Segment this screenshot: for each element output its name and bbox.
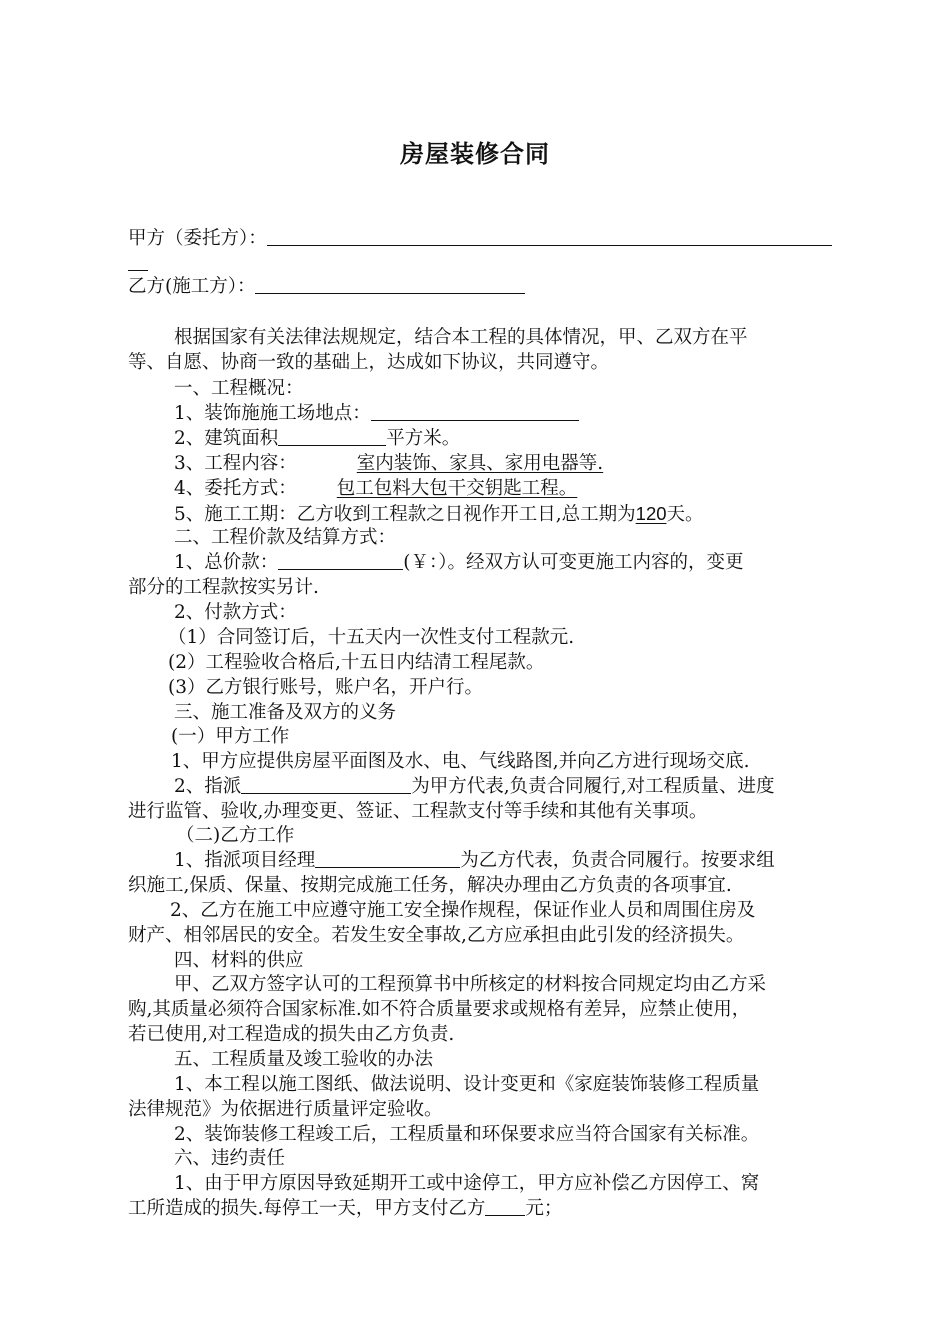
party-a-duty-2: 2、指派 为甲方代表,负责合同履行,对工程质量、进度: [174, 776, 775, 797]
party-a-line: 甲方（委托方）：: [128, 226, 828, 251]
section-5-title: 五、工程质量及竣工验收的办法: [174, 1049, 434, 1070]
section-6-title: 六、违约责任: [174, 1148, 286, 1169]
commission-method-value: 包工包料大包干交钥匙工程。: [336, 478, 578, 499]
building-area-blank[interactable]: [278, 427, 386, 446]
party-b-duty-1: 1、指派项目经理 为乙方代表，负责合同履行。按要求组: [174, 850, 775, 871]
project-manager-blank[interactable]: [315, 849, 460, 868]
quality-item-2: 2、装饰装修工程竣工后，工程质量和环保要求应当符合国家有关标准。: [174, 1124, 760, 1145]
party-b-duty-2: 2、乙方在施工中应遵守施工安全操作规程，保证作业人员和周围住房及: [170, 900, 756, 921]
party-a-duty-1: 1、甲方应提供房屋平面图及水、电、气线路图,并向乙方进行现场交底.: [171, 751, 750, 772]
document-title: 房屋装修合同: [400, 140, 550, 168]
party-a-duties-title: (一）甲方工作: [171, 726, 290, 747]
party-b-duties-title: （二)乙方工作: [176, 825, 295, 846]
total-price-blank[interactable]: [278, 551, 403, 570]
payment-item-2: (2）工程验收合格后,十五日内结清工程尾款。: [168, 652, 545, 673]
liability-item-1-continued: 工所造成的损失.每停工一天，甲方支付乙方 元；: [128, 1198, 563, 1219]
section-1-title: 一、工程概况：: [174, 378, 304, 399]
party-a-representative-blank[interactable]: [241, 775, 411, 794]
party-a-blank[interactable]: [267, 227, 832, 246]
construction-period-line: 5、施工工期：乙方收到工程款之日视作开工日,总工期为120天。: [174, 503, 704, 525]
intro-paragraph: 根据国家有关法律法规规定，结合本工程的具体情况，甲、乙双方在平: [174, 327, 748, 348]
party-b-line: 乙方(施工方）：: [128, 274, 828, 299]
party-a-blank-continued: [128, 251, 828, 276]
total-days-value: 120: [635, 503, 667, 524]
quality-item-1: 1、本工程以施工图纸、做法说明、设计变更和《家庭装饰装修工程质量: [174, 1074, 760, 1095]
materials-paragraph: 甲、乙双方签字认可的工程预算书中所核定的材料按合同规定均由乙方采: [174, 974, 767, 995]
party-b-blank[interactable]: [255, 275, 525, 294]
total-price-line: 1、总价款： (￥：）。经双方认可变更施工内容的，变更: [174, 552, 744, 573]
project-content-line: 3、工程内容： 室内装饰、家具、家用电器等.: [174, 451, 874, 476]
section-2-title: 二、工程价款及结算方式：: [174, 527, 397, 548]
payment-item-3: (3）乙方银行账号，账户名，开户行。: [168, 677, 483, 698]
section-4-title: 四、材料的供应: [174, 950, 304, 971]
payment-method-title: 2、付款方式：: [174, 602, 297, 623]
liability-item-1: 1、由于甲方原因导致延期开工或中途停工，甲方应补偿乙方因停工、窝: [174, 1173, 760, 1194]
payment-item-1: （1）合同签订后，十五天内一次性支付工程款元.: [168, 627, 575, 648]
site-location-blank[interactable]: [371, 402, 579, 421]
building-area-line: 2、建筑面积 平方米。: [174, 428, 461, 449]
section-3-title: 三、施工准备及双方的义务: [174, 702, 397, 723]
site-location-line: 1、装饰施施工场地点：: [174, 401, 874, 426]
commission-method-line: 4、委托方式： 包工包料大包干交钥匙工程。: [174, 476, 874, 501]
daily-compensation-blank[interactable]: [485, 1197, 525, 1216]
contract-page: 房屋装修合同 甲方（委托方）： 乙方(施工方）： 根据国家有关法律法规规定，结合本工程的具体情况，甲、乙双方在平 等、自愿、协商一致的基础上，达成如下协议，共同遵守。 一、工程概况： 1、装饰施施工场地点： 2、建筑面积 平方米。 3、工程内容： 室内装饰、家具、家用电器等. 4、委托方式： 包工包料大包干交钥匙工程。 5、施工工期：乙方收到工程款之日视作开工日,总工期为120天。 二、工程价款及结算方式： 1、总价款： (￥：）。经双方认可变更施工内容的，变更 部分的工程款按实另计. 2、付款方式： （1）合同签订后，十五天内一次性支付工程款元. (2）工程验收合格后,十五日内结清工程尾款。 (3）乙方银行账号，账户名，开户行。 三、施工准备及双方的义务 (一）甲方工作 1、甲方应提供房屋平面图及水、电、气线路图,并向乙方进行现场交底. 2、指派 为甲方代表,负责合同履行,对工程质量、进度 进行监管、验收,办理变更、签证、工程款支付等手续和其他有关事项。 （二)乙方工作 1、指派项目经理 为乙方代表，负责合同履行。按要求组 织施工,保质、保量、按期完成施工任务，解决办理由乙方负责的各项事宜. 2、乙方在施工中应遵守施工安全操作规程，保证作业人员和周围住房及 财产、相邻居民的安全。若发生安全事故,乙方应承担由此引发的经济损失。 四、材料的供应 甲、乙双方签字认可的工程预算书中所核定的材料按合同规定均由乙方采 购,其质量必须符合国家标准.如不符合质量要求或规格有差异，应禁止使用， 若已使用,对工程造成的损失由乙方负责. 五、工程质量及竣工验收的办法 1、本工程以施工图纸、做法说明、设计变更和《家庭装饰装修工程质量 法律规范》为依据进行质量评定验收。 2、装饰装修工程竣工后，工程质量和环保要求应当符合国家有关标准。 六、违约责任 1、由于甲方原因导致延期开工或中途停工，甲方应补偿乙方因停工、窝 工所造成的损失.每停工一天，甲方支付乙方 元；: [0, 0, 950, 1344]
project-content-value: 室内装饰、家具、家用电器等.: [356, 453, 604, 474]
